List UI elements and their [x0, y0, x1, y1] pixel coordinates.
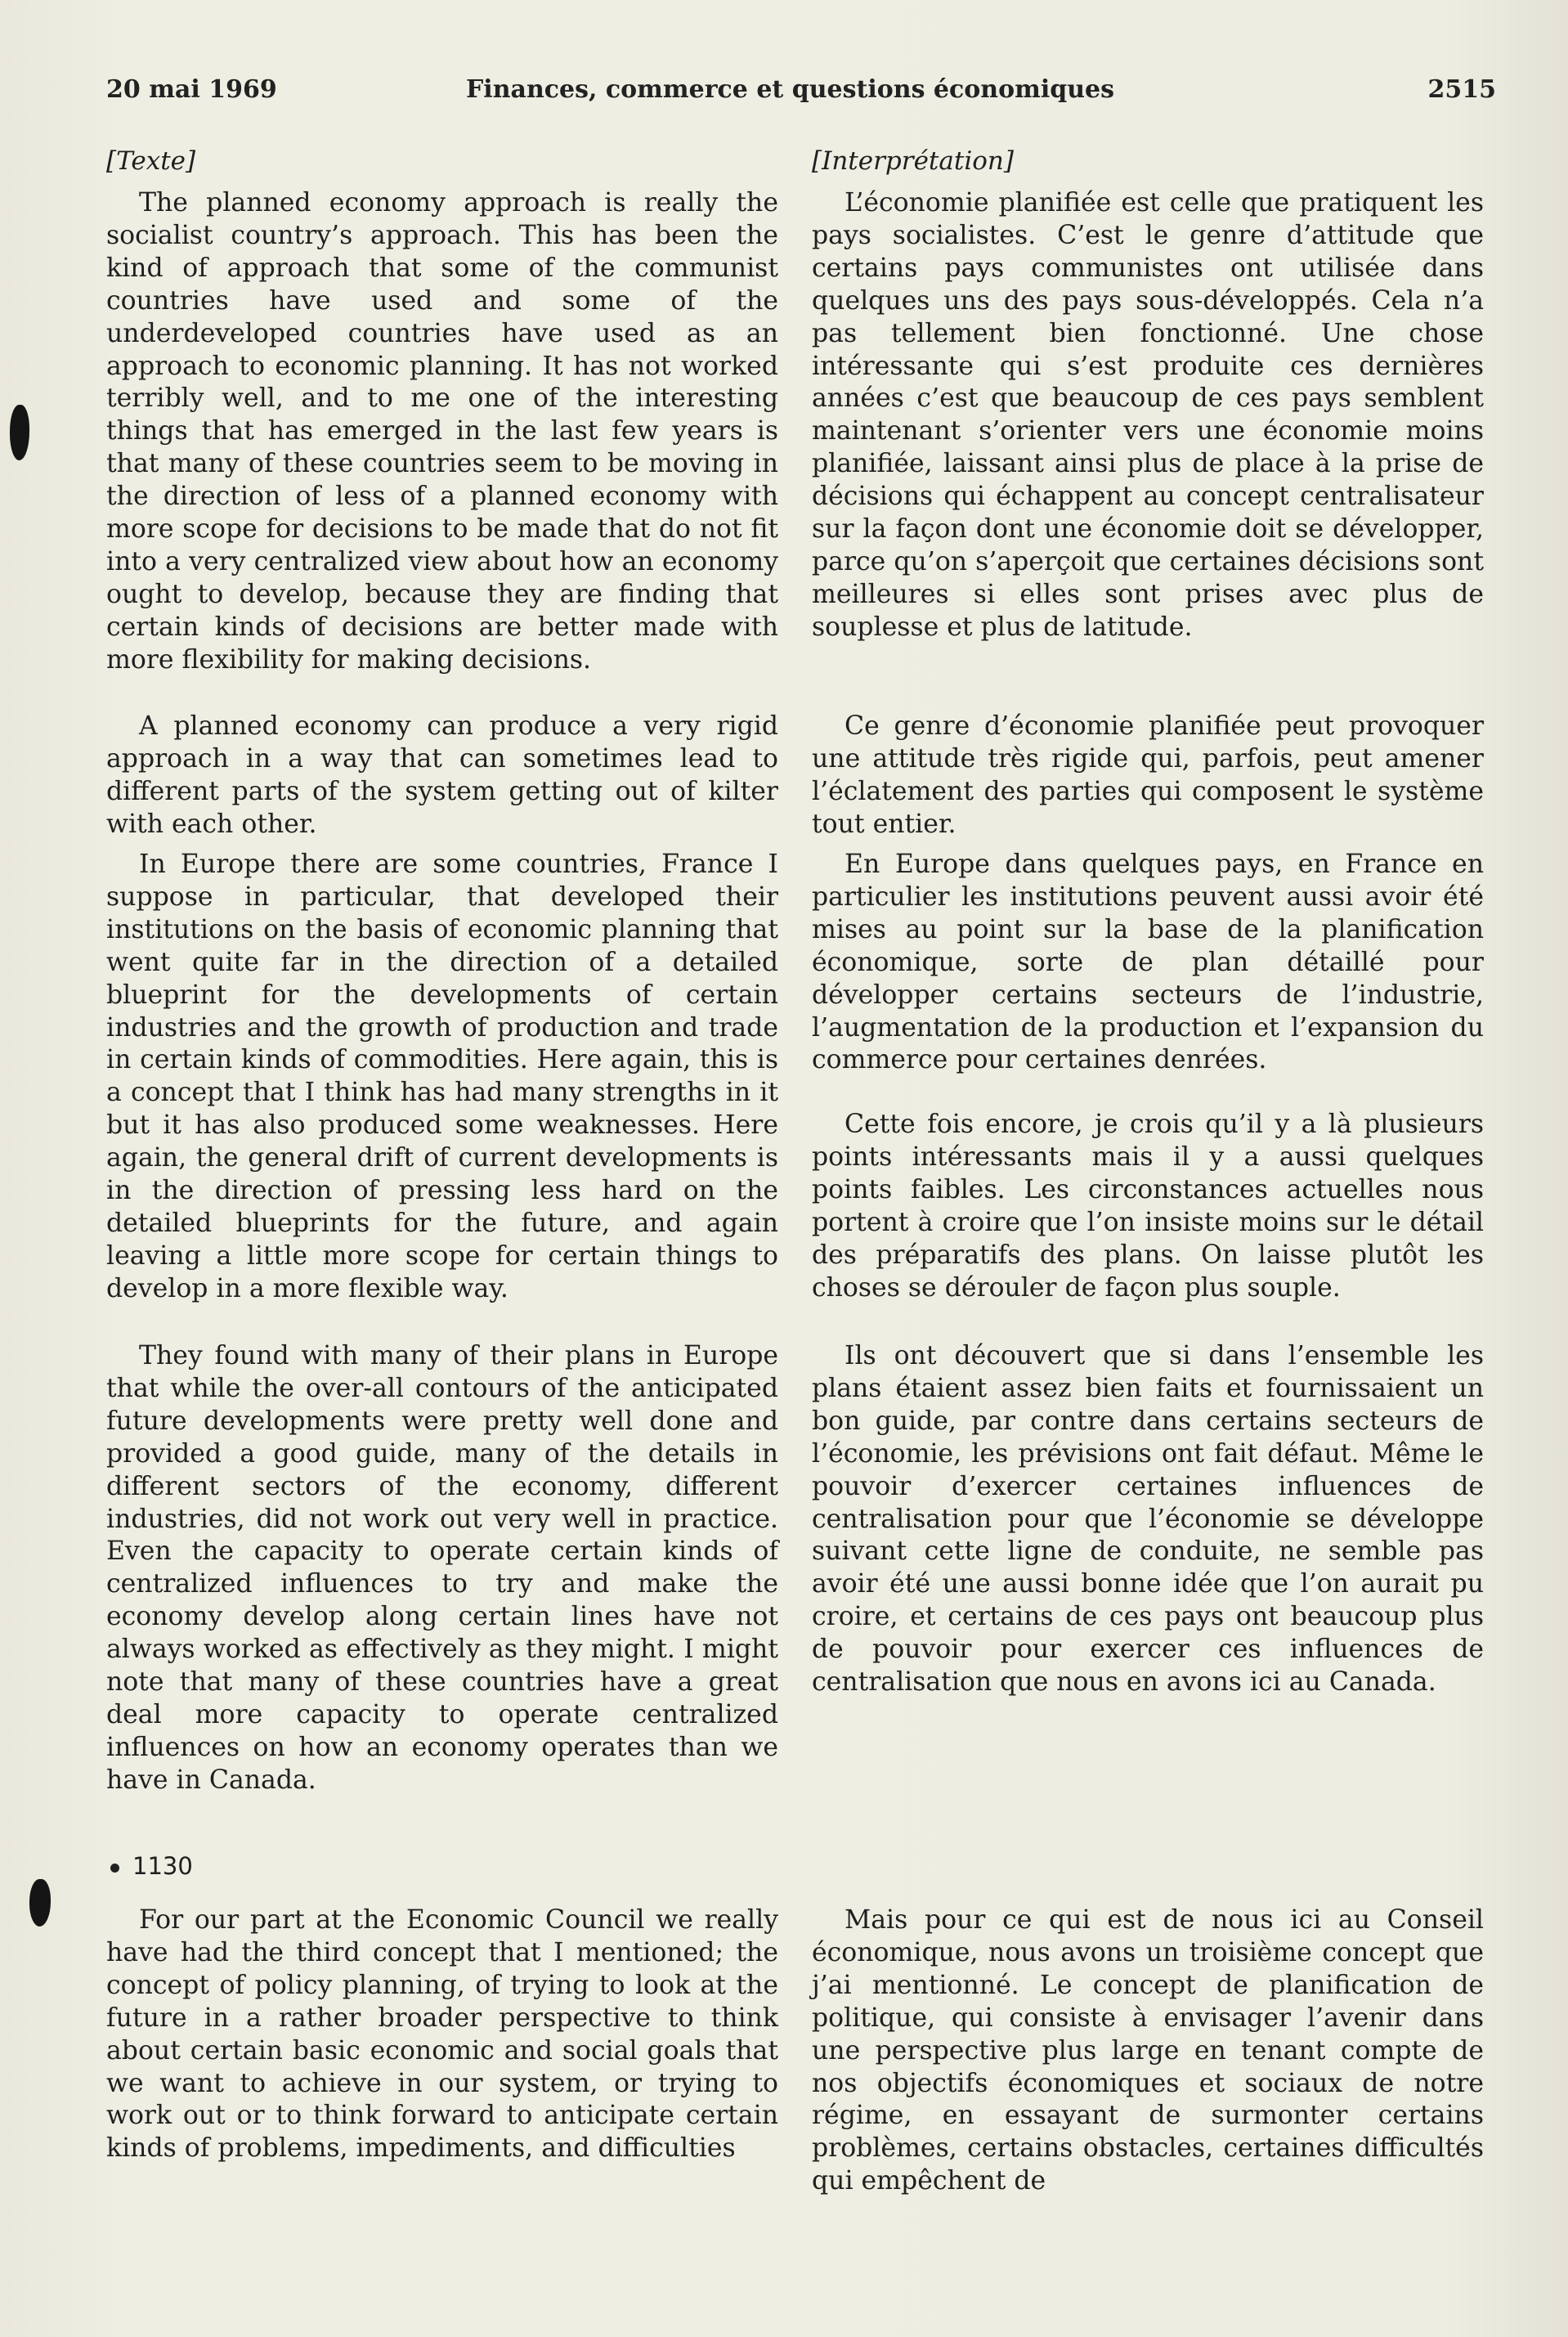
time-marker-text: 1130 — [132, 1852, 193, 1880]
english-column-label: [Texte] — [106, 146, 196, 176]
english-paragraph-5: For our part at the Economic Council we really have had the third concept that I mentioned; the concept of policy planning, of trying to look at the future in a rather broader perspective to think about certain basic economic and social goals that we want to achieve in our system, or trying to work out or to think forward to anticipate certain kinds of problems, impediments, and difficulties — [106, 1905, 778, 2164]
bullet-dot-icon — [110, 1864, 119, 1873]
french-paragraph-2: Ce genre d’économie planifiée peut provoquer une attitude très rigide qui, parfois, peut amener l’éclatement des parties qui composent le système tout entier. — [812, 711, 1484, 839]
french-paragraph-6: Mais pour ce qui est de nous ici au Conseil économique, nous avons un troisième concept que j’ai mentionné. Le concept de planification de politique, qui consiste à envisager l’avenir dans une perspective plus large en tenant compte de nos objectifs économiques et sociaux de notre régime, en essayant de surmonter certains problèmes, certains obstacles, certaines difficultés qui empêchent de — [812, 1905, 1484, 2196]
french-paragraph-5: Ils ont découvert que si dans l’ensemble les plans étaient assez bien faits et fournissaient un bon guide, par contre dans certains secteurs de l’économie, les prévisions ont fait défaut. Même le pouvoir d’exercer certaines influences de centralisation pour que l’économie se développe suivant cette ligne de conduite, ne semble pas avoir été une aussi bonne idée que l’on aurait pu croire, et certains de ces pays ont beaucoup plus de pouvoir pour exercer ces influences de centralisation que nous en avons ici au Canada. — [812, 1341, 1484, 1698]
french-paragraph-4: Cette fois encore, je crois qu’il y a là plusieurs points intéressants mais il y a aussi quelques points faibles. Les circonstances actuelles nous portent à croire que l’on insiste moins sur le détail des préparatifs des plans. On laisse plutôt les choses se dérouler de façon plus souple. — [812, 1110, 1484, 1303]
english-paragraph-3: In Europe there are some countries, France I suppose in particular, that developed their institutions on the basis of economic planning that went quite far in the direction of a detailed blueprint for the developments of certain industries and the growth of production and trade in certain kinds of commodities. Here again, this is a concept that I think has had many strengths in it but it has also produced some weaknesses. Here again, the general drift of current developments is in the direction of pressing less hard on the detailed blueprints for the future, and again leaving a little more scope for certain things to develop in a more flexible way. — [106, 850, 778, 1303]
header-page-number: 2515 — [1427, 75, 1496, 104]
english-paragraph-4: They found with many of their plans in Europe that while the over-all contours of the anticipated future developments were pretty well done and provided a good guide, many of the details in different sectors of the economy, different industries, did not work out very well in practice. Even the capacity to operate certain kinds of centralized influences to try and make the economy develop along certain lines have not always worked as effectively as they might. I might note that many of these countries have a great deal more capacity to operate centralized influences on how an economy operates than we have in Canada. — [106, 1341, 778, 1795]
header-title: Finances, commerce et questions économiques — [466, 75, 1114, 104]
english-paragraph-1: The planned economy approach is really the socialist country’s approach. This has been the kind of approach that some of the communist countries have used and some of the underdeveloped countries have used as an approach to economic planning. It has not worked terribly well, and to me one of the interesting things that has emerged in the last few years is that many of these countries seem to be moving in the direction of less of a planned economy with more scope for decisions to be made that do not fit into a very centralized view about how an economy ought to develop, because they are finding that certain kinds of decisions are better made with more flexibility for making decisions. — [106, 188, 778, 675]
page-header — [106, 75, 1496, 116]
french-column-label: [Interprétation] — [812, 146, 1014, 176]
ink-blot-upper — [10, 405, 29, 460]
french-paragraph-1: L’économie planifiée est celle que pratiquent les pays socialistes. C’est le genre d’attitude que certains pays communistes ont utilisée dans quelques uns des pays sous-développés. Cela n’a pas tellement bien fonctionné. Une chose intéressante qui s’est produite ces dernières années c’est que beaucoup de ces pays semblent maintenant s’orienter vers une économie moins planifiée, laissant ainsi plus de place à la prise de décisions qui échappent au concept centralisateur sur la façon dont une économie doit se développer, parce qu’on s’aperçoit que certaines décisions sont meilleures si elles sont prises avec plus de souplesse et plus de latitude. — [812, 188, 1484, 642]
time-marker — [110, 1850, 193, 1883]
ink-blot-lower — [29, 1879, 51, 1927]
header-date: 20 mai 1969 — [106, 75, 277, 104]
english-paragraph-2: A planned economy can produce a very rigid approach in a way that can sometimes lead to different parts of the system getting out of kilter with each other. — [106, 711, 778, 839]
french-paragraph-3: En Europe dans quelques pays, en France en particulier les institutions peuvent aussi avoir été mises au point sur la base de la planification économique, sorte de plan détaillé pour développer certains secteurs de l’industrie, l’augmentation de la production et l’expansion du commerce pour certaines denrées. — [812, 850, 1484, 1075]
